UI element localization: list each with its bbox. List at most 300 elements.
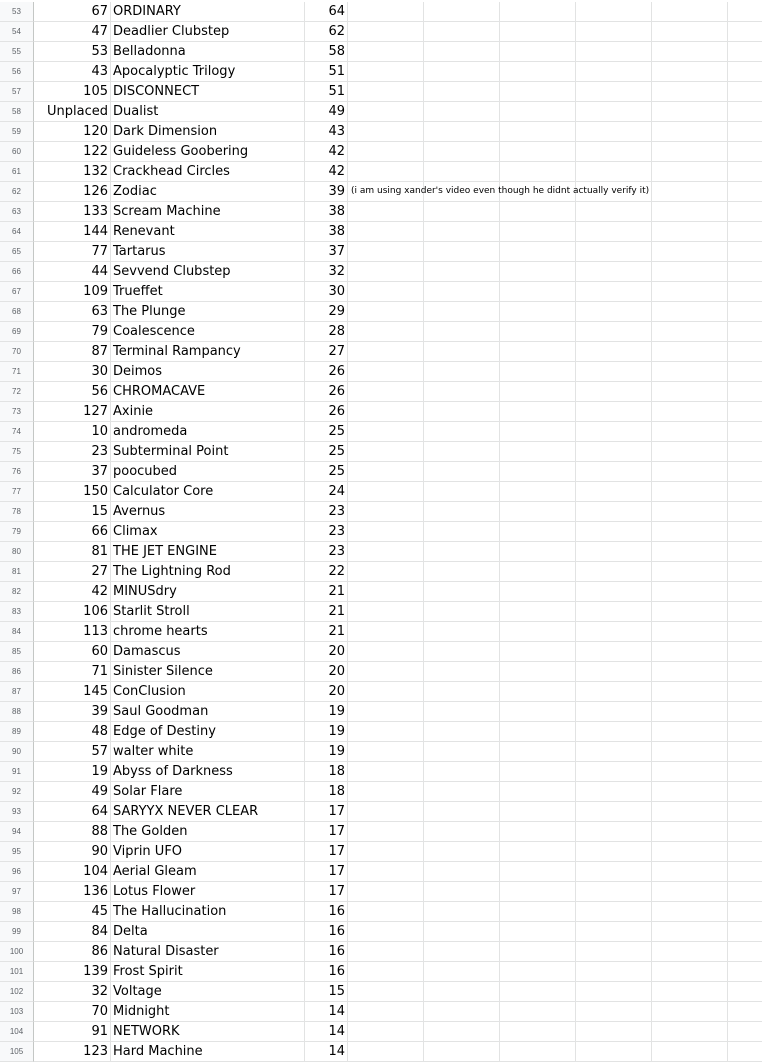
cell-score[interactable]: 15 bbox=[305, 982, 348, 1002]
cell-empty[interactable] bbox=[728, 322, 762, 342]
cell-score[interactable]: 20 bbox=[305, 642, 348, 662]
cell-score[interactable]: 62 bbox=[305, 22, 348, 42]
cell-empty[interactable] bbox=[424, 262, 500, 282]
cell-level-name[interactable]: Subterminal Point bbox=[111, 442, 305, 462]
cell-placement[interactable]: 39 bbox=[34, 702, 111, 722]
cell-empty[interactable] bbox=[576, 382, 652, 402]
cell-empty[interactable] bbox=[500, 102, 576, 122]
cell-empty[interactable] bbox=[728, 482, 762, 502]
cell-empty[interactable] bbox=[728, 1002, 762, 1022]
cell-empty[interactable] bbox=[728, 702, 762, 722]
cell-empty[interactable] bbox=[576, 1022, 652, 1042]
cell-note[interactable] bbox=[348, 542, 424, 562]
row-number[interactable]: 105 bbox=[0, 1042, 34, 1062]
cell-empty[interactable] bbox=[652, 302, 728, 322]
cell-empty[interactable] bbox=[728, 982, 762, 1002]
cell-level-name[interactable]: Apocalyptic Trilogy bbox=[111, 62, 305, 82]
cell-empty[interactable] bbox=[576, 802, 652, 822]
cell-level-name[interactable]: Dualist bbox=[111, 102, 305, 122]
cell-empty[interactable] bbox=[652, 502, 728, 522]
cell-level-name[interactable]: Deimos bbox=[111, 362, 305, 382]
cell-score[interactable]: 26 bbox=[305, 362, 348, 382]
cell-score[interactable]: 19 bbox=[305, 742, 348, 762]
cell-note[interactable] bbox=[348, 102, 424, 122]
cell-note[interactable] bbox=[348, 842, 424, 862]
cell-empty[interactable] bbox=[652, 242, 728, 262]
row-number[interactable]: 97 bbox=[0, 882, 34, 902]
cell-empty[interactable] bbox=[728, 882, 762, 902]
cell-empty[interactable] bbox=[576, 942, 652, 962]
cell-score[interactable]: 25 bbox=[305, 422, 348, 442]
cell-level-name[interactable]: SARYYX NEVER CLEAR bbox=[111, 802, 305, 822]
cell-empty[interactable] bbox=[728, 562, 762, 582]
cell-note[interactable] bbox=[348, 182, 650, 202]
cell-empty[interactable] bbox=[652, 102, 728, 122]
cell-empty[interactable] bbox=[424, 942, 500, 962]
cell-empty[interactable] bbox=[728, 362, 762, 382]
cell-empty[interactable] bbox=[652, 2, 728, 22]
cell-empty[interactable] bbox=[500, 762, 576, 782]
cell-empty[interactable] bbox=[500, 782, 576, 802]
cell-empty[interactable] bbox=[500, 622, 576, 642]
cell-score[interactable]: 28 bbox=[305, 322, 348, 342]
cell-empty[interactable] bbox=[576, 882, 652, 902]
cell-empty[interactable] bbox=[576, 302, 652, 322]
cell-empty[interactable] bbox=[500, 1002, 576, 1022]
cell-empty[interactable] bbox=[500, 822, 576, 842]
cell-level-name[interactable]: Belladonna bbox=[111, 42, 305, 62]
cell-note[interactable] bbox=[348, 922, 424, 942]
cell-empty[interactable] bbox=[576, 282, 652, 302]
row-number[interactable]: 96 bbox=[0, 862, 34, 882]
cell-empty[interactable] bbox=[652, 1002, 728, 1022]
cell-note[interactable] bbox=[348, 42, 424, 62]
cell-empty[interactable] bbox=[652, 622, 728, 642]
cell-empty[interactable] bbox=[652, 642, 728, 662]
cell-empty[interactable] bbox=[576, 702, 652, 722]
cell-placement[interactable]: 71 bbox=[34, 662, 111, 682]
cell-empty[interactable] bbox=[424, 542, 500, 562]
cell-empty[interactable] bbox=[500, 962, 576, 982]
cell-note[interactable] bbox=[348, 682, 424, 702]
cell-empty[interactable] bbox=[728, 902, 762, 922]
cell-empty[interactable] bbox=[652, 702, 728, 722]
cell-empty[interactable] bbox=[424, 702, 500, 722]
cell-placement[interactable]: 53 bbox=[34, 42, 111, 62]
cell-note[interactable] bbox=[348, 82, 424, 102]
cell-empty[interactable] bbox=[424, 62, 500, 82]
cell-empty[interactable] bbox=[728, 662, 762, 682]
cell-empty[interactable] bbox=[576, 602, 652, 622]
row-number[interactable]: 77 bbox=[0, 482, 34, 502]
cell-note[interactable] bbox=[348, 462, 424, 482]
cell-note[interactable] bbox=[348, 62, 424, 82]
cell-placement[interactable]: 44 bbox=[34, 262, 111, 282]
cell-empty[interactable] bbox=[424, 362, 500, 382]
cell-empty[interactable] bbox=[728, 762, 762, 782]
cell-empty[interactable] bbox=[728, 962, 762, 982]
cell-note[interactable] bbox=[348, 662, 424, 682]
cell-empty[interactable] bbox=[652, 882, 728, 902]
cell-score[interactable]: 23 bbox=[305, 522, 348, 542]
row-number[interactable]: 59 bbox=[0, 122, 34, 142]
cell-empty[interactable] bbox=[424, 1042, 500, 1062]
row-number[interactable]: 76 bbox=[0, 462, 34, 482]
cell-empty[interactable] bbox=[652, 282, 728, 302]
cell-empty[interactable] bbox=[500, 162, 576, 182]
cell-empty[interactable] bbox=[652, 942, 728, 962]
cell-level-name[interactable]: MINUSdry bbox=[111, 582, 305, 602]
cell-empty[interactable] bbox=[728, 1022, 762, 1042]
cell-placement[interactable]: 133 bbox=[34, 202, 111, 222]
cell-placement[interactable]: 10 bbox=[34, 422, 111, 442]
cell-empty[interactable] bbox=[652, 982, 728, 1002]
cell-empty[interactable] bbox=[652, 722, 728, 742]
row-number[interactable]: 83 bbox=[0, 602, 34, 622]
cell-empty[interactable] bbox=[728, 622, 762, 642]
cell-note[interactable] bbox=[348, 522, 424, 542]
cell-level-name[interactable]: Sinister Silence bbox=[111, 662, 305, 682]
cell-level-name[interactable]: DISCONNECT bbox=[111, 82, 305, 102]
cell-score[interactable]: 21 bbox=[305, 602, 348, 622]
cell-level-name[interactable]: The Hallucination bbox=[111, 902, 305, 922]
cell-empty[interactable] bbox=[424, 722, 500, 742]
cell-empty[interactable] bbox=[500, 862, 576, 882]
cell-level-name[interactable]: andromeda bbox=[111, 422, 305, 442]
cell-empty[interactable] bbox=[500, 482, 576, 502]
cell-empty[interactable] bbox=[652, 482, 728, 502]
cell-empty[interactable] bbox=[728, 802, 762, 822]
cell-empty[interactable] bbox=[728, 122, 762, 142]
cell-empty[interactable] bbox=[576, 522, 652, 542]
cell-level-name[interactable]: Saul Goodman bbox=[111, 702, 305, 722]
cell-level-name[interactable]: Calculator Core bbox=[111, 482, 305, 502]
cell-empty[interactable] bbox=[424, 982, 500, 1002]
cell-empty[interactable] bbox=[652, 22, 728, 42]
row-number[interactable]: 95 bbox=[0, 842, 34, 862]
cell-empty[interactable] bbox=[424, 582, 500, 602]
cell-empty[interactable] bbox=[728, 602, 762, 622]
cell-empty[interactable] bbox=[500, 222, 576, 242]
cell-empty[interactable] bbox=[576, 1002, 652, 1022]
row-number[interactable]: 78 bbox=[0, 502, 34, 522]
row-number[interactable]: 81 bbox=[0, 562, 34, 582]
cell-empty[interactable] bbox=[424, 162, 500, 182]
cell-note[interactable] bbox=[348, 882, 424, 902]
cell-score[interactable]: 27 bbox=[305, 342, 348, 362]
cell-empty[interactable] bbox=[424, 302, 500, 322]
cell-empty[interactable] bbox=[728, 282, 762, 302]
cell-placement[interactable]: 32 bbox=[34, 982, 111, 1002]
cell-level-name[interactable]: Scream Machine bbox=[111, 202, 305, 222]
cell-empty[interactable] bbox=[728, 262, 762, 282]
cell-level-name[interactable]: Climax bbox=[111, 522, 305, 542]
cell-placement[interactable]: 43 bbox=[34, 62, 111, 82]
cell-empty[interactable] bbox=[500, 262, 576, 282]
cell-level-name[interactable]: Starlit Stroll bbox=[111, 602, 305, 622]
cell-empty[interactable] bbox=[576, 362, 652, 382]
cell-empty[interactable] bbox=[728, 782, 762, 802]
cell-empty[interactable] bbox=[576, 462, 652, 482]
cell-placement[interactable]: 77 bbox=[34, 242, 111, 262]
cell-empty[interactable] bbox=[576, 722, 652, 742]
cell-note[interactable] bbox=[348, 1022, 424, 1042]
cell-score[interactable]: 26 bbox=[305, 382, 348, 402]
cell-note[interactable] bbox=[348, 902, 424, 922]
cell-note[interactable] bbox=[348, 222, 424, 242]
cell-note[interactable] bbox=[348, 122, 424, 142]
row-number[interactable]: 58 bbox=[0, 102, 34, 122]
row-number[interactable]: 67 bbox=[0, 282, 34, 302]
cell-level-name[interactable]: Coalescence bbox=[111, 322, 305, 342]
cell-empty[interactable] bbox=[728, 442, 762, 462]
cell-placement[interactable]: 90 bbox=[34, 842, 111, 862]
cell-empty[interactable] bbox=[500, 342, 576, 362]
cell-score[interactable]: 64 bbox=[305, 2, 348, 22]
row-number[interactable]: 84 bbox=[0, 622, 34, 642]
cell-empty[interactable] bbox=[424, 102, 500, 122]
cell-empty[interactable] bbox=[500, 22, 576, 42]
cell-empty[interactable] bbox=[728, 182, 762, 202]
cell-score[interactable]: 58 bbox=[305, 42, 348, 62]
cell-empty[interactable] bbox=[652, 342, 728, 362]
cell-empty[interactable] bbox=[576, 482, 652, 502]
cell-score[interactable]: 17 bbox=[305, 822, 348, 842]
row-number[interactable]: 102 bbox=[0, 982, 34, 1002]
cell-level-name[interactable]: Edge of Destiny bbox=[111, 722, 305, 742]
cell-empty[interactable] bbox=[652, 1022, 728, 1042]
cell-empty[interactable] bbox=[652, 542, 728, 562]
cell-empty[interactable] bbox=[652, 222, 728, 242]
cell-empty[interactable] bbox=[576, 982, 652, 1002]
cell-empty[interactable] bbox=[576, 242, 652, 262]
cell-empty[interactable] bbox=[652, 902, 728, 922]
cell-score[interactable]: 14 bbox=[305, 1002, 348, 1022]
cell-empty[interactable] bbox=[652, 442, 728, 462]
cell-empty[interactable] bbox=[576, 622, 652, 642]
cell-note[interactable] bbox=[348, 982, 424, 1002]
cell-empty[interactable] bbox=[576, 642, 652, 662]
cell-empty[interactable] bbox=[652, 402, 728, 422]
row-number[interactable]: 93 bbox=[0, 802, 34, 822]
cell-empty[interactable] bbox=[576, 22, 652, 42]
cell-empty[interactable] bbox=[728, 742, 762, 762]
cell-empty[interactable] bbox=[652, 362, 728, 382]
cell-placement[interactable]: 79 bbox=[34, 322, 111, 342]
cell-note[interactable] bbox=[348, 322, 424, 342]
row-number[interactable]: 101 bbox=[0, 962, 34, 982]
cell-empty[interactable] bbox=[424, 822, 500, 842]
cell-empty[interactable] bbox=[424, 142, 500, 162]
cell-empty[interactable] bbox=[728, 62, 762, 82]
cell-level-name[interactable]: Damascus bbox=[111, 642, 305, 662]
cell-note[interactable] bbox=[348, 582, 424, 602]
cell-score[interactable]: 18 bbox=[305, 762, 348, 782]
cell-empty[interactable] bbox=[576, 842, 652, 862]
cell-placement[interactable]: 70 bbox=[34, 1002, 111, 1022]
cell-empty[interactable] bbox=[576, 962, 652, 982]
cell-level-name[interactable]: Abyss of Darkness bbox=[111, 762, 305, 782]
cell-empty[interactable] bbox=[500, 402, 576, 422]
cell-score[interactable]: 17 bbox=[305, 862, 348, 882]
cell-empty[interactable] bbox=[652, 322, 728, 342]
cell-placement[interactable]: 139 bbox=[34, 962, 111, 982]
cell-empty[interactable] bbox=[576, 822, 652, 842]
cell-score[interactable]: 25 bbox=[305, 442, 348, 462]
cell-score[interactable]: 19 bbox=[305, 702, 348, 722]
row-number[interactable]: 74 bbox=[0, 422, 34, 442]
cell-empty[interactable] bbox=[576, 342, 652, 362]
cell-empty[interactable] bbox=[576, 662, 652, 682]
cell-level-name[interactable]: Avernus bbox=[111, 502, 305, 522]
cell-empty[interactable] bbox=[652, 602, 728, 622]
cell-score[interactable]: 17 bbox=[305, 802, 348, 822]
cell-empty[interactable] bbox=[500, 122, 576, 142]
cell-placement[interactable]: 42 bbox=[34, 582, 111, 602]
row-number[interactable]: 90 bbox=[0, 742, 34, 762]
cell-empty[interactable] bbox=[424, 1022, 500, 1042]
cell-empty[interactable] bbox=[576, 62, 652, 82]
cell-empty[interactable] bbox=[500, 82, 576, 102]
cell-empty[interactable] bbox=[424, 562, 500, 582]
cell-note[interactable] bbox=[348, 262, 424, 282]
cell-empty[interactable] bbox=[424, 322, 500, 342]
cell-empty[interactable] bbox=[728, 862, 762, 882]
cell-level-name[interactable]: ORDINARY bbox=[111, 2, 305, 22]
cell-level-name[interactable]: Tartarus bbox=[111, 242, 305, 262]
cell-empty[interactable] bbox=[576, 2, 652, 22]
cell-note[interactable] bbox=[348, 482, 424, 502]
row-number[interactable]: 55 bbox=[0, 42, 34, 62]
cell-empty[interactable] bbox=[424, 202, 500, 222]
cell-empty[interactable] bbox=[424, 502, 500, 522]
cell-empty[interactable] bbox=[728, 542, 762, 562]
cell-empty[interactable] bbox=[576, 1042, 652, 1062]
cell-note[interactable] bbox=[348, 282, 424, 302]
cell-empty[interactable] bbox=[652, 182, 728, 202]
cell-empty[interactable] bbox=[728, 382, 762, 402]
cell-score[interactable]: 42 bbox=[305, 162, 348, 182]
cell-placement[interactable]: 113 bbox=[34, 622, 111, 642]
cell-empty[interactable] bbox=[652, 782, 728, 802]
cell-placement[interactable]: 67 bbox=[34, 2, 111, 22]
cell-empty[interactable] bbox=[652, 562, 728, 582]
cell-placement[interactable]: 84 bbox=[34, 922, 111, 942]
cell-level-name[interactable]: Frost Spirit bbox=[111, 962, 305, 982]
cell-note[interactable] bbox=[348, 762, 424, 782]
cell-score[interactable]: 30 bbox=[305, 282, 348, 302]
cell-empty[interactable] bbox=[728, 402, 762, 422]
cell-empty[interactable] bbox=[728, 222, 762, 242]
cell-note[interactable] bbox=[348, 502, 424, 522]
cell-empty[interactable] bbox=[576, 862, 652, 882]
cell-placement[interactable]: 66 bbox=[34, 522, 111, 542]
cell-empty[interactable] bbox=[728, 302, 762, 322]
cell-empty[interactable] bbox=[424, 242, 500, 262]
cell-empty[interactable] bbox=[424, 882, 500, 902]
row-number[interactable]: 86 bbox=[0, 662, 34, 682]
cell-empty[interactable] bbox=[576, 422, 652, 442]
cell-empty[interactable] bbox=[728, 202, 762, 222]
cell-note[interactable] bbox=[348, 602, 424, 622]
cell-level-name[interactable]: Hard Machine bbox=[111, 1042, 305, 1062]
cell-placement[interactable]: 19 bbox=[34, 762, 111, 782]
cell-empty[interactable] bbox=[576, 562, 652, 582]
cell-placement[interactable]: 109 bbox=[34, 282, 111, 302]
cell-empty[interactable] bbox=[500, 882, 576, 902]
cell-empty[interactable] bbox=[500, 422, 576, 442]
cell-empty[interactable] bbox=[576, 142, 652, 162]
cell-placement[interactable]: 47 bbox=[34, 22, 111, 42]
cell-empty[interactable] bbox=[728, 2, 762, 22]
cell-empty[interactable] bbox=[500, 462, 576, 482]
cell-placement[interactable]: 45 bbox=[34, 902, 111, 922]
cell-empty[interactable] bbox=[728, 522, 762, 542]
cell-empty[interactable] bbox=[424, 902, 500, 922]
cell-placement[interactable]: 150 bbox=[34, 482, 111, 502]
cell-placement[interactable]: 88 bbox=[34, 822, 111, 842]
cell-empty[interactable] bbox=[500, 42, 576, 62]
cell-empty[interactable] bbox=[576, 42, 652, 62]
cell-empty[interactable] bbox=[500, 902, 576, 922]
cell-score[interactable]: 16 bbox=[305, 942, 348, 962]
cell-score[interactable]: 29 bbox=[305, 302, 348, 322]
cell-empty[interactable] bbox=[424, 762, 500, 782]
cell-empty[interactable] bbox=[500, 742, 576, 762]
cell-level-name[interactable]: chrome hearts bbox=[111, 622, 305, 642]
row-number[interactable]: 69 bbox=[0, 322, 34, 342]
row-number[interactable]: 62 bbox=[0, 182, 34, 202]
cell-placement[interactable]: 60 bbox=[34, 642, 111, 662]
cell-empty[interactable] bbox=[728, 642, 762, 662]
row-number[interactable]: 87 bbox=[0, 682, 34, 702]
cell-note[interactable] bbox=[348, 142, 424, 162]
cell-empty[interactable] bbox=[424, 742, 500, 762]
cell-score[interactable]: 51 bbox=[305, 82, 348, 102]
cell-level-name[interactable]: Zodiac bbox=[111, 182, 305, 202]
cell-empty[interactable] bbox=[500, 522, 576, 542]
cell-score[interactable]: 37 bbox=[305, 242, 348, 262]
cell-note[interactable] bbox=[348, 962, 424, 982]
cell-note[interactable] bbox=[348, 302, 424, 322]
cell-score[interactable]: 23 bbox=[305, 502, 348, 522]
cell-empty[interactable] bbox=[500, 942, 576, 962]
row-number[interactable]: 71 bbox=[0, 362, 34, 382]
cell-score[interactable]: 19 bbox=[305, 722, 348, 742]
cell-empty[interactable] bbox=[652, 42, 728, 62]
cell-empty[interactable] bbox=[424, 222, 500, 242]
cell-empty[interactable] bbox=[576, 322, 652, 342]
row-number[interactable]: 60 bbox=[0, 142, 34, 162]
cell-empty[interactable] bbox=[500, 362, 576, 382]
cell-empty[interactable] bbox=[576, 742, 652, 762]
cell-level-name[interactable]: Solar Flare bbox=[111, 782, 305, 802]
row-number[interactable]: 89 bbox=[0, 722, 34, 742]
row-number[interactable]: 99 bbox=[0, 922, 34, 942]
cell-empty[interactable] bbox=[728, 822, 762, 842]
cell-empty[interactable] bbox=[500, 502, 576, 522]
row-number[interactable]: 103 bbox=[0, 1002, 34, 1022]
cell-level-name[interactable]: Terminal Rampancy bbox=[111, 342, 305, 362]
cell-empty[interactable] bbox=[576, 82, 652, 102]
cell-note[interactable] bbox=[348, 22, 424, 42]
cell-note[interactable] bbox=[348, 402, 424, 422]
cell-empty[interactable] bbox=[424, 662, 500, 682]
row-number[interactable]: 68 bbox=[0, 302, 34, 322]
cell-score[interactable]: 16 bbox=[305, 962, 348, 982]
cell-empty[interactable] bbox=[500, 702, 576, 722]
cell-note[interactable] bbox=[348, 342, 424, 362]
